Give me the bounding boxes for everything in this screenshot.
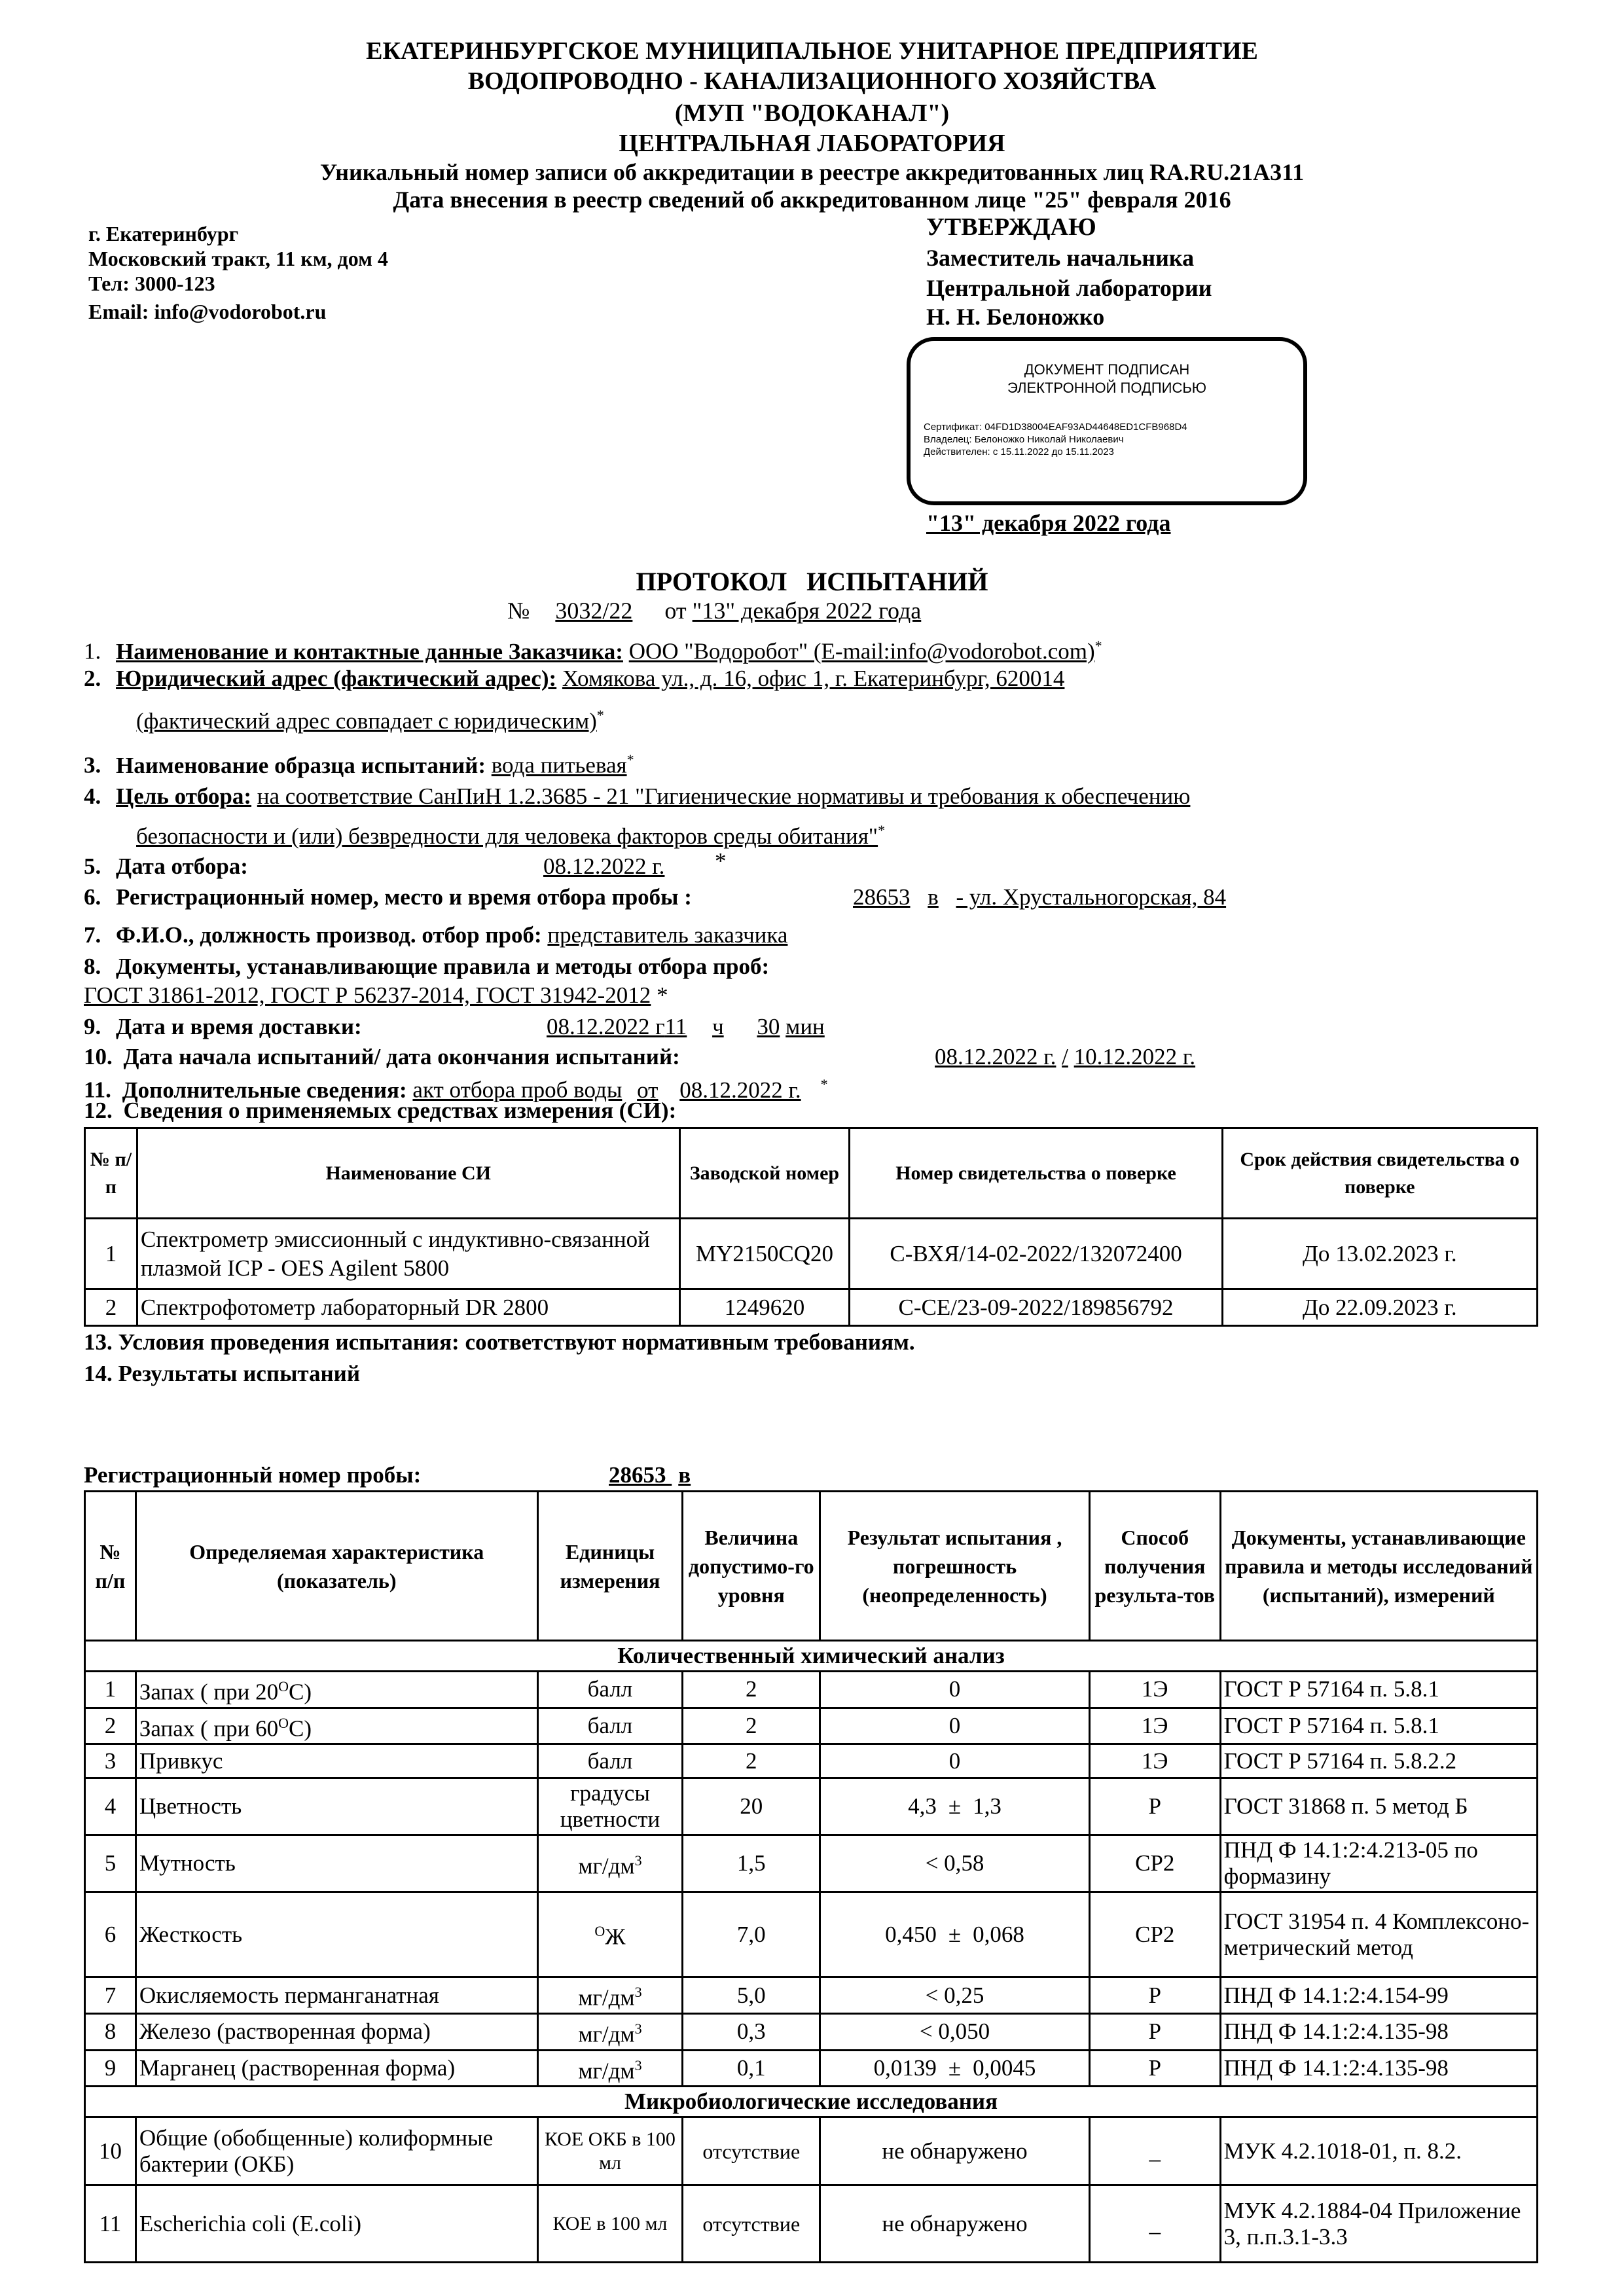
footnote-star: *: [820, 1076, 828, 1092]
cell-name: [135, 1708, 537, 1744]
cell-unit-sup: O: [594, 1923, 605, 1940]
cell-unit-text: мг/дм: [578, 1984, 635, 2011]
results-section-chemical: [85, 1641, 1538, 1672]
cell-name-text: Запах ( при 60: [139, 1715, 279, 1742]
cell-result: не обнаружено: [820, 2185, 1090, 2263]
field-purpose-value1: на соответствие СанПиН 1.2.3685 - 21 "Гигиенические нормативы и требования к обеспечению: [257, 783, 1191, 809]
address-phone: Тел: 3000-123: [88, 272, 215, 295]
cell-num: 9: [85, 2050, 136, 2087]
cell-method: СР2: [1089, 1892, 1220, 1977]
results-header-num: № п/п: [85, 1492, 136, 1641]
cell-method: Р: [1089, 2013, 1220, 2050]
field-sample-name-label: Наименование образца испытаний:: [116, 752, 486, 778]
field-results-heading: 14. Результаты испытаний: [84, 1361, 361, 1386]
field-registration-number: 28653: [853, 884, 911, 910]
field-additional-date: 08.12.2022 г.: [679, 1077, 801, 1103]
org-name-line3: (МУП "ВОДОКАНАЛ"): [674, 99, 950, 127]
results-section-micro: [85, 2087, 1538, 2117]
cell-num: 10: [85, 2117, 136, 2185]
results-header-name: Определяемая характеристика (показатель): [135, 1492, 537, 1641]
cell-norm: 0,3: [683, 2013, 820, 2050]
cell-unit-sup: 3: [634, 2020, 642, 2037]
cell-num: 2: [85, 1708, 136, 1744]
field-sampler-value: представитель заказчика: [547, 922, 788, 948]
field-purpose-row2: [84, 817, 885, 850]
table-row: [85, 1835, 1538, 1892]
cell-num: 5: [85, 1835, 136, 1892]
field-legal-address-note: (фактический адрес совпадает с юридическим): [136, 708, 597, 734]
cell-doc: ГОСТ Р 57164 п. 5.8.1: [1220, 1672, 1537, 1708]
field-legal-address-label: Юридический адрес (фактический адрес):: [116, 666, 557, 691]
section-micro-title: Микробиологические исследования: [85, 2087, 1538, 2117]
cell-result: [820, 2013, 1090, 2050]
stamp-validity: Действителен: с 15.11.2022 до 15.11.2023: [924, 446, 1114, 457]
field-purpose: [84, 783, 1190, 810]
sample-reg-number: 28653: [609, 1462, 666, 1488]
cell-result-error: 0,068: [973, 1921, 1024, 1947]
field-delivery-minutes: 30: [757, 1014, 780, 1039]
protocol-number-line: [507, 597, 921, 624]
plus-minus-sign: ±: [948, 1921, 962, 1947]
cell-doc: ГОСТ 31868 п. 5 метод Б: [1220, 1778, 1537, 1835]
cell-result: [820, 1744, 1090, 1778]
sample-reg-label: Регистрационный номер пробы:: [84, 1462, 422, 1488]
cell-name: [135, 2050, 537, 2087]
field-registration-v: в: [928, 884, 939, 910]
field-conditions: 13. Условия проведения испытания: соответствуют нормативным требованиям.: [84, 1329, 915, 1355]
field-registration-label: Регистрационный номер, место и время отбора пробы :: [116, 884, 692, 910]
cell-method: 1Э: [1089, 1708, 1220, 1744]
cell-norm: отсутствие: [683, 2117, 820, 2185]
table-row: [85, 1708, 1538, 1744]
si-header-name: Наименование СИ: [137, 1128, 679, 1219]
e-signature-stamp: [907, 337, 1307, 505]
section-chemical-title: Количественный химический анализ: [85, 1641, 1538, 1672]
cell-unit-text: мг/дм: [578, 2021, 635, 2047]
si-cell-serial: MY2150CQ20: [679, 1219, 850, 1289]
field-sampling-date: [84, 853, 248, 880]
field-customer-label: Наименование и контактные данные Заказчика:: [116, 638, 623, 664]
table-row: [85, 2050, 1538, 2087]
results-table: [84, 1490, 1538, 2263]
cell-result-value: 0: [948, 1712, 961, 1738]
cell-norm: 7,0: [683, 1892, 820, 1977]
field-legal-address-note-row: [84, 702, 604, 735]
table-row: [85, 2013, 1538, 2050]
cell-name: [135, 2013, 537, 2050]
field-purpose-value2: безопасности и (или) безвредности для человека факторов среды обитания": [136, 823, 878, 849]
field-registration-values: [853, 884, 1226, 911]
cell-doc: ГОСТ Р 57164 п. 5.8.2.2: [1220, 1744, 1537, 1778]
plus-minus-sign: ±: [948, 2054, 962, 2081]
results-header-norm: Величина допустимо-го уровня: [683, 1492, 820, 1641]
cell-result: не обнаружено: [820, 2117, 1090, 2185]
results-header-method: Способ получения результа-тов: [1089, 1492, 1220, 1641]
footnote-star: *: [715, 848, 727, 874]
cell-norm: 20: [683, 1778, 820, 1835]
cell-name-text: Окисляемость перманганатная: [139, 1982, 439, 2008]
field-test-dates-values: [935, 1043, 1195, 1071]
cell-doc: МУК 4.2.1884-04 Приложение 3, п.п.3.1-3.3: [1220, 2185, 1537, 2263]
field-sampling-date-value: 08.12.2022 г.: [543, 853, 665, 879]
cell-result-value: 0,450: [885, 1921, 937, 1947]
cell-unit: [537, 1672, 683, 1708]
si-cell-validity: До 13.02.2023 г.: [1222, 1219, 1537, 1289]
cell-method: Р: [1089, 1977, 1220, 2014]
address-city: г. Екатеринбург: [88, 222, 239, 245]
field-sample-name-num: 3.: [84, 752, 101, 778]
results-header-docs: Документы, устанавливающие правила и методы исследований (испытаний), измерений: [1220, 1492, 1537, 1641]
si-cell-num: 1: [85, 1219, 137, 1289]
table-row: [85, 1892, 1538, 1977]
cell-result-value: 0: [948, 1748, 961, 1774]
org-name-line1: ЕКАТЕРИНБУРГСКОЕ МУНИЦИПАЛЬНОЕ УНИТАРНОЕ ПРЕДПРИЯТИЕ: [366, 37, 1258, 65]
cell-num: 8: [85, 2013, 136, 2050]
stamp-line1: ДОКУМЕНТ ПОДПИСАН: [1024, 361, 1190, 378]
field-sampling-docs-row: [84, 982, 668, 1009]
cell-unit-text: Ж: [605, 1924, 626, 1950]
si-cell-name: Спектрофотометр лабораторный DR 2800: [137, 1289, 679, 1326]
cell-name-end: С): [289, 1715, 312, 1742]
field-test-dates: [84, 1043, 680, 1071]
cell-num: 4: [85, 1778, 136, 1835]
cell-doc: ГОСТ 31954 п. 4 Комплексоно-метрический метод: [1220, 1892, 1537, 1977]
address-email: Email: info@vodorobot.ru: [88, 300, 327, 323]
field-sampling-date-label: Дата отбора:: [116, 853, 248, 879]
table-row: [85, 2117, 1538, 2185]
approve-line1: Заместитель начальника: [926, 245, 1195, 271]
si-cell-serial: 1249620: [679, 1289, 850, 1326]
cell-doc: ПНД Ф 14.1:2:4.135-98: [1220, 2050, 1537, 2087]
cell-name-text: Железо (растворенная форма): [139, 2018, 431, 2045]
cell-doc: ПНД Ф 14.1:2:4.135-98: [1220, 2013, 1537, 2050]
field-sample-name-value: вода питьевая: [491, 752, 627, 778]
field-delivery-hours-label: ч: [712, 1014, 724, 1039]
field-delivery-label: Дата и время доставки:: [116, 1014, 362, 1039]
field-delivery-num: 9.: [84, 1014, 101, 1039]
cell-method: 1Э: [1089, 1744, 1220, 1778]
cell-result: [820, 1708, 1090, 1744]
footnote-star: *: [596, 707, 604, 723]
cell-name-text: Привкус: [139, 1748, 223, 1774]
accreditation-date: Дата внесения в реестр сведений об аккредитованном лице "25" февраля 2016: [393, 187, 1231, 213]
field-registration-num: 6.: [84, 884, 101, 910]
cell-unit: [537, 1835, 683, 1892]
cell-result-value: < 0,050: [919, 2018, 990, 2045]
cell-method: Р: [1089, 2050, 1220, 2087]
cell-result-value: 0,0139: [873, 2054, 937, 2081]
cell-name: [135, 1835, 537, 1892]
field-si-label: Сведения о применяемых средствах измерения (СИ):: [123, 1098, 677, 1123]
cell-name: [135, 1778, 537, 1835]
protocol-no-label: №: [507, 598, 530, 624]
cell-unit-text: мг/дм: [578, 2058, 635, 2084]
cell-unit-sup: 3: [634, 1984, 642, 2001]
footnote-star: *: [626, 751, 634, 768]
field-test-end: 10.12.2022 г.: [1074, 1044, 1196, 1069]
field-test-dates-num: 10.: [84, 1044, 113, 1069]
cell-doc: ПНД Ф 14.1:2:4.154-99: [1220, 1977, 1537, 2014]
table-row: [85, 1219, 1538, 1289]
cell-doc: ПНД Ф 14.1:2:4.213-05 по формазину: [1220, 1835, 1537, 1892]
si-cell-name: Спектрометр эмиссионный с индуктивно-связанной плазмой ICP - OES Agilent 5800: [137, 1219, 679, 1289]
protocol-title: ПРОТОКОЛ ИСПЫТАНИЙ: [636, 567, 988, 596]
cell-num: 1: [85, 1672, 136, 1708]
field-customer-num: 1.: [84, 638, 101, 664]
cell-unit-text: балл: [587, 1676, 633, 1702]
cell-unit: КОЕ ОКБ в 100 мл: [537, 2117, 683, 2185]
cell-name-text: Жесткость: [139, 1921, 243, 1947]
cell-unit: [537, 2050, 683, 2087]
field-additional-value: акт отбора проб воды: [412, 1077, 623, 1103]
cell-unit: [537, 1778, 683, 1835]
cell-result-value: < 0,58: [925, 1850, 984, 1876]
field-si: [84, 1097, 676, 1124]
si-cell-cert: С-ВХЯ/14-02-2022/132072400: [850, 1219, 1222, 1289]
footnote-star: *: [1094, 637, 1102, 654]
cell-method: 1Э: [1089, 1672, 1220, 1708]
cell-unit-text: балл: [587, 1712, 633, 1738]
field-additional-from: от: [637, 1077, 659, 1103]
cell-unit: [537, 1708, 683, 1744]
field-delivery-hours: 11: [664, 1014, 687, 1039]
protocol-from-label: от: [664, 598, 687, 624]
table-row: [85, 1289, 1538, 1326]
plus-minus-sign: ±: [948, 1793, 962, 1820]
si-cell-num: 2: [85, 1289, 137, 1326]
si-cell-validity: До 22.09.2023 г.: [1222, 1289, 1537, 1326]
cell-name: [135, 1977, 537, 2014]
approve-date: "13" декабря 2022 года: [926, 510, 1171, 536]
approve-line2: Центральной лаборатории: [926, 275, 1212, 301]
cell-unit-text: балл: [587, 1748, 633, 1774]
table-row: [85, 1672, 1538, 1708]
cell-method: СР2: [1089, 1835, 1220, 1892]
field-registration-place: - ул. Хрустальногорская, 84: [956, 884, 1227, 910]
field-legal-address-num: 2.: [84, 666, 101, 691]
approve-line3: Н. Н. Белоножко: [926, 304, 1105, 330]
field-sampling-docs: [84, 953, 769, 980]
cell-norm: 2: [683, 1672, 820, 1708]
cell-norm: 0,1: [683, 2050, 820, 2087]
field-sampler-num: 7.: [84, 922, 101, 948]
cell-unit-text: мг/дм: [578, 1853, 635, 1879]
cell-num: 6: [85, 1892, 136, 1977]
field-delivery-date: 08.12.2022 г: [547, 1014, 665, 1039]
si-header-serial: Заводской номер: [679, 1128, 850, 1219]
address-street: Московский тракт, 11 км, дом 4: [88, 247, 388, 270]
field-legal-address: [84, 665, 1064, 692]
field-test-start: 08.12.2022 г.: [935, 1044, 1056, 1069]
field-sample-name: [84, 746, 634, 780]
cell-norm: отсутствие: [683, 2185, 820, 2263]
cell-doc: МУК 4.2.1018-01, п. 8.2.: [1220, 2117, 1537, 2185]
cell-unit: [537, 1977, 683, 2014]
cell-norm: 5,0: [683, 1977, 820, 2014]
cell-name: Escherichia coli (E.coli): [135, 2185, 537, 2263]
field-customer-value: ООО "Водоробот" (E-mail:info@vodorobot.com): [628, 638, 1095, 664]
cell-norm: 1,5: [683, 1835, 820, 1892]
accreditation-number: Уникальный номер записи об аккредитации в реестре аккредитованных лиц RA.RU.21А311: [319, 159, 1305, 185]
stamp-line2: ЭЛЕКТРОННОЙ ПОДПИСЬЮ: [1007, 380, 1207, 396]
si-table: [84, 1127, 1538, 1327]
results-header-result: Результат испытания , погрешность (неопределенность): [820, 1492, 1090, 1641]
cell-unit: [537, 1892, 683, 1977]
org-name-line2: ВОДОПРОВОДНО - КАНАЛИЗАЦИОННОГО ХОЗЯЙСТВА: [467, 67, 1157, 95]
si-table-header: [85, 1128, 1538, 1219]
cell-name-text: Марганец (растворенная форма): [139, 2054, 456, 2081]
cell-unit-sup: 3: [634, 2056, 642, 2073]
field-additional-num: 11.: [84, 1077, 111, 1103]
field-sampling-date-num: 5.: [84, 853, 101, 879]
field-delivery: [84, 1013, 362, 1041]
cell-name-text: Цветность: [139, 1793, 242, 1820]
cell-result-value: < 0,25: [925, 1982, 984, 2008]
results-header-unit: Единицы измерения: [537, 1492, 683, 1641]
cell-name: Общие (обобщенные) колиформные бактерии (ОКБ): [135, 2117, 537, 2185]
cell-norm: 2: [683, 1744, 820, 1778]
field-purpose-num: 4.: [84, 783, 101, 809]
cell-unit: [537, 2013, 683, 2050]
results-micro-rows: [85, 2117, 1538, 2263]
cell-num: 7: [85, 1977, 136, 2014]
field-test-dates-label: Дата начала испытаний/ дата окончания испытаний:: [123, 1044, 680, 1069]
cell-result-value: 4,3: [908, 1793, 937, 1820]
field-si-num: 12.: [84, 1098, 113, 1123]
protocol-date: "13" декабря 2022 года: [692, 598, 922, 624]
cell-result: [820, 1892, 1090, 1977]
cell-result: [820, 1672, 1090, 1708]
results-table-header: [85, 1492, 1538, 1641]
field-test-sep: /: [1062, 1044, 1068, 1069]
field-sampler-label: Ф.И.О., должность производ. отбор проб:: [116, 922, 542, 948]
cell-unit-text: градусы цветности: [560, 1780, 660, 1833]
cell-doc: ГОСТ Р 57164 п. 5.8.1: [1220, 1708, 1537, 1744]
cell-result: [820, 1778, 1090, 1835]
si-cell-cert: С-СЕ/23-09-2022/189856792: [850, 1289, 1222, 1326]
field-sampling-docs-num: 8.: [84, 954, 101, 979]
si-header-validity: Срок действия свидетельства о поверке: [1222, 1128, 1537, 1219]
table-row: [85, 2185, 1538, 2263]
cell-name-text: Мутность: [139, 1850, 236, 1876]
cell-result-value: 0: [948, 1676, 961, 1702]
footnote-star: *: [657, 982, 668, 1008]
sample-reg-value: [609, 1462, 691, 1489]
cell-name-text: Запах ( при 20: [139, 1679, 279, 1705]
field-additional-label: Дополнительные сведения:: [122, 1077, 407, 1103]
protocol-number: 3032/22: [555, 598, 633, 624]
table-row: [85, 1744, 1538, 1778]
table-row: [85, 1778, 1538, 1835]
si-header-num: № п/п: [85, 1128, 137, 1219]
footnote-star: *: [878, 822, 886, 838]
cell-method: _: [1089, 2117, 1220, 2185]
cell-method: _: [1089, 2185, 1220, 2263]
cell-method: Р: [1089, 1778, 1220, 1835]
cell-unit-sup: 3: [634, 1852, 642, 1869]
field-sampler: [84, 922, 787, 949]
cell-num: 3: [85, 1744, 136, 1778]
field-delivery-values: [547, 1013, 825, 1041]
field-legal-address-value: Хомякова ул., д. 16, офис 1, г. Екатеринбург, 620014: [562, 666, 1065, 691]
field-sampling-docs-value: ГОСТ 31861-2012, ГОСТ Р 56237-2014, ГОСТ 31942-2012: [84, 982, 651, 1008]
cell-name: [135, 1744, 537, 1778]
cell-name: [135, 1892, 537, 1977]
cell-result: [820, 1835, 1090, 1892]
cell-name-sup: O: [278, 1678, 289, 1695]
cell-norm: 2: [683, 1708, 820, 1744]
cell-result: [820, 1977, 1090, 2014]
field-registration: [84, 884, 692, 911]
cell-unit: [537, 1744, 683, 1778]
approve-title: УТВЕРЖДАЮ: [926, 213, 1096, 241]
cell-num: 11: [85, 2185, 136, 2263]
results-chemical-rows: [85, 1672, 1538, 2087]
cell-unit: КОЕ в 100 мл: [537, 2185, 683, 2263]
field-purpose-label: Цель отбора:: [116, 783, 252, 809]
stamp-certificate: Сертификат: 04FD1D38004EAF93AD44648ED1CFB968D4: [924, 422, 1187, 433]
cell-name-end: С): [289, 1679, 312, 1705]
si-header-cert: Номер свидетельства о поверке: [850, 1128, 1222, 1219]
lab-name: ЦЕНТРАЛЬНАЯ ЛАБОРАТОРИЯ: [619, 130, 1005, 157]
table-row: [85, 1977, 1538, 2014]
cell-result-error: 1,3: [973, 1793, 1001, 1820]
stamp-owner: Владелец: Белоножко Николай Николаевич: [924, 434, 1124, 445]
cell-name: [135, 1672, 537, 1708]
field-delivery-minutes-label: мин: [785, 1014, 825, 1039]
cell-result-error: 0,0045: [973, 2054, 1036, 2081]
field-sampling-docs-label: Документы, устанавливающие правила и методы отбора проб:: [116, 954, 770, 979]
cell-name-sup: O: [278, 1714, 289, 1731]
sample-reg-v: в: [678, 1462, 691, 1488]
field-customer: [84, 632, 1102, 666]
cell-result: [820, 2050, 1090, 2087]
